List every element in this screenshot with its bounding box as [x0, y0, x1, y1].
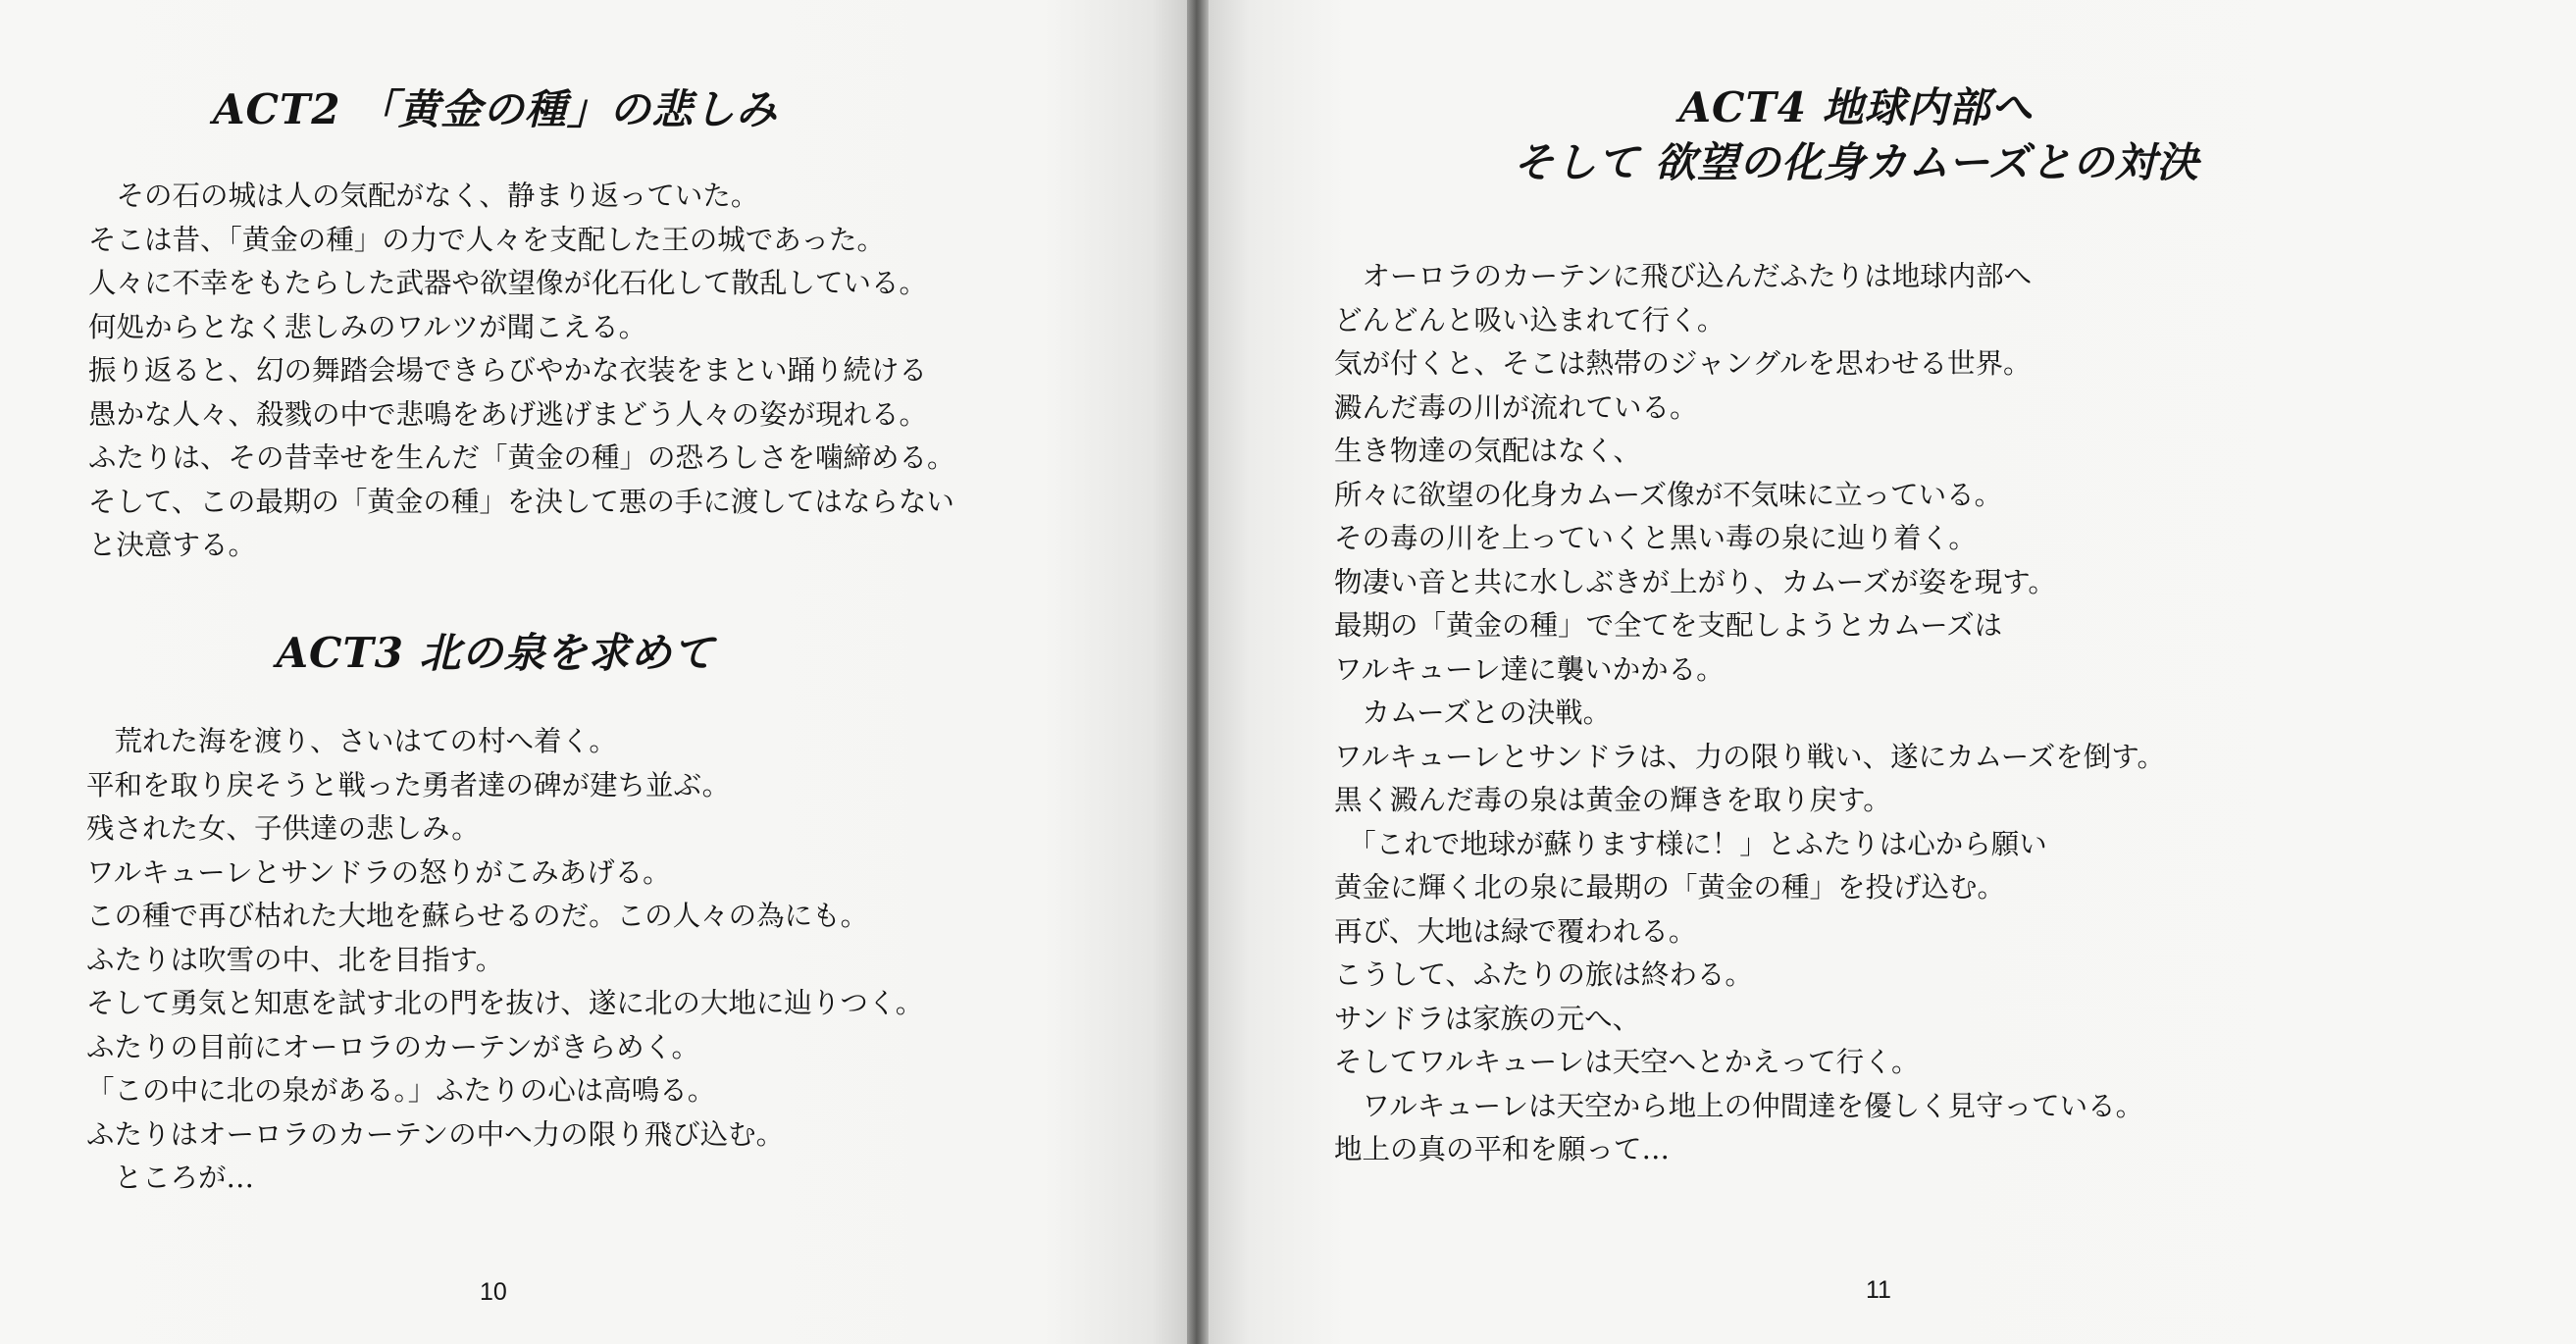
act3-line: 平和を取り戻そうと戦った勇者達の碑が建ち並ぶ。	[86, 768, 731, 801]
act2-text	[88, 175, 955, 568]
act3-line: ふたりはオーロラのカーテンの中へ力の限り飛び込む。	[86, 1117, 785, 1151]
act4-line: 最期の「黄金の種」で全てを支配しようとカムーズは	[1334, 609, 2003, 642]
act4-line: 黄金に輝く北の泉に最期の「黄金の種」を投げ込む。	[1334, 871, 2006, 904]
act3-line: ワルキューレとサンドラの怒りがこみあげる。	[86, 855, 671, 889]
act4-line: ワルキューレとサンドラは、力の限り戦い、遂にカムーズを倒す。	[1334, 740, 2166, 773]
act4-line: そしてワルキューレは天空へとかえって行く。	[1334, 1046, 1920, 1078]
act2-line: そこは昔、「黄金の種」の力で人々を支配した王の城であった。	[88, 223, 885, 256]
act4-text	[1334, 255, 2165, 1172]
act4-line: ワルキューレ達に襲いかかる。	[1334, 652, 1725, 686]
act2-line: 人々に不幸をもたらした武器や欲望像が化石化して散乱している。	[88, 267, 928, 299]
act3-line: 荒れた海を渡り、さいはての村へ着く。	[86, 725, 617, 757]
act4-line: 黒く澱んだ毒の泉は黄金の輝きを取り戻す。	[1334, 784, 1891, 816]
act4-line: 「これで地球が蘇ります様に！」とふたりは心から願い	[1334, 827, 2047, 860]
act4-line: こうして、ふたりの旅は終わる。	[1334, 958, 1753, 991]
act4-line: 気が付くと、そこは熱帯のジャングルを思わせる世界。	[1334, 347, 2032, 380]
act2-line: ふたりは、その昔幸せを生んだ「黄金の種」の恐ろしさを噛締める。	[88, 441, 955, 474]
act3-title: ACT3 北の泉を求めて	[276, 629, 715, 677]
act2-line: その石の城は人の気配がなく、静まり返っていた。	[88, 180, 759, 212]
act4-title-line1: ACT4 地球内部へ	[1678, 83, 2034, 131]
right-page	[1209, 0, 2576, 1344]
act4-line: サンドラは家族の元へ、	[1334, 1002, 1641, 1035]
act3-line: ふたりは吹雪の中、北を目指す。	[86, 943, 504, 976]
act2-title: ACT2 「黄金の種」の悲しみ	[212, 85, 779, 133]
act2-line: 愚かな人々、殺戮の中で悲鳴をあげ逃げまどう人々の姿が現れる。	[88, 397, 928, 431]
act3-line: そして勇気と知恵を試す北の門を抜け、遂に北の大地に辿りつく。	[86, 987, 924, 1019]
act4-line: 所々に欲望の化身カムーズ像が不気味に立っている。	[1334, 478, 2003, 511]
page-number: 11	[1866, 1276, 1891, 1304]
act3-line: 「この中に北の泉がある。」ふたりの心は高鳴る。	[86, 1074, 716, 1107]
act2-line: 振り返ると、幻の舞踏会場できらびやかな衣装をまとい踊り続ける	[88, 354, 928, 387]
act4-line: 物凄い音と共に水しぶきが上がり、カムーズが姿を現す。	[1334, 565, 2056, 598]
act4-line: 澱んだ毒の川が流れている。	[1334, 390, 1698, 424]
act4-title-line2: そして 欲望の化身カムーズとの対決	[1513, 138, 2199, 186]
act4-line: カムーズとの決戦。	[1334, 697, 1612, 729]
book-gutter	[1187, 0, 1209, 1344]
left-page	[0, 0, 1187, 1344]
act4-line: オーロラのカーテンに飛び込んだふたりは地球内部へ	[1334, 260, 2033, 292]
act4-line: 生き物達の気配はなく、	[1334, 435, 1641, 467]
act2-line: と決意する。	[88, 529, 257, 561]
act4-line: 再び、大地は緑で覆われる。	[1334, 914, 1697, 948]
act3-line: 残された女、子供達の悲しみ。	[86, 812, 480, 845]
act3-text	[86, 720, 923, 1201]
act4-line: 地上の真の平和を願って…	[1334, 1133, 1671, 1165]
act2-line: 何処からとなく悲しみのワルツが聞こえる。	[88, 310, 647, 343]
act3-line: この種で再び枯れた大地を蘇らせるのだ。この人々の為にも。	[86, 900, 869, 932]
act3-line: ふたりの目前にオーロラのカーテンがきらめく。	[86, 1030, 700, 1063]
act4-line: ワルキューレは天空から地上の仲間達を優しく見守っている。	[1334, 1089, 2144, 1122]
act3-line: ところが…	[86, 1162, 255, 1194]
page-number: 10	[480, 1278, 507, 1306]
act4-line: どんどんと吸い込まれて行く。	[1334, 303, 1726, 336]
act4-line: その毒の川を上っていくと黒い毒の泉に辿り着く。	[1334, 522, 1977, 554]
act2-line: そして、この最期の「黄金の種」を決して悪の手に渡してはならない	[88, 485, 954, 518]
